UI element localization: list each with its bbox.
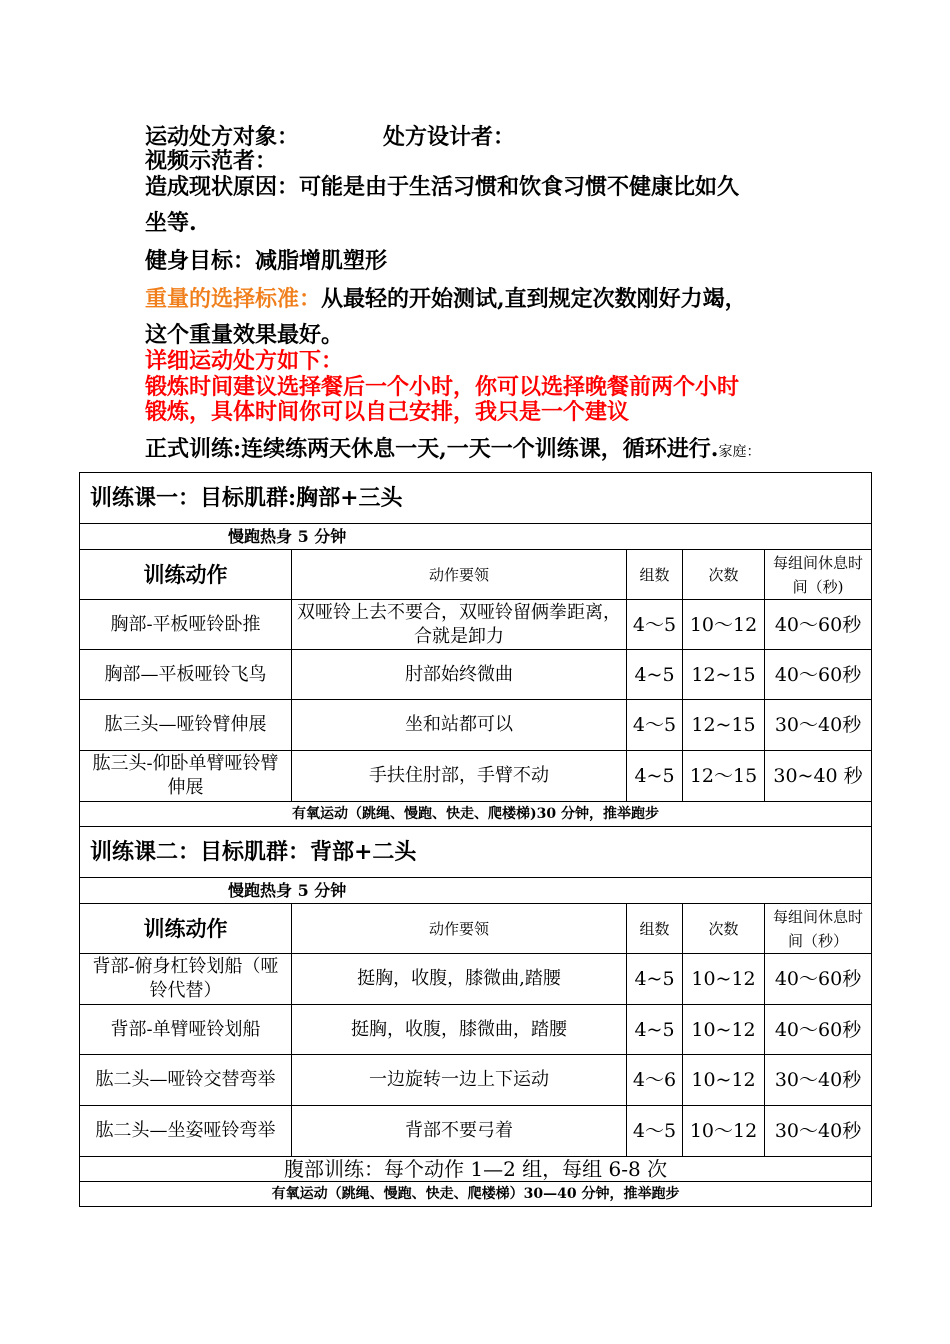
header-rest: 每组间休息时间（秒） [765, 904, 872, 954]
exercise-rest: 30~40 秒 [765, 751, 872, 802]
lesson1-title: 训练课一：目标肌群:胸部+三头 [80, 473, 872, 524]
exercise-sets: 4～6 [627, 1055, 683, 1106]
exercise-rest: 30～40秒 [765, 1106, 872, 1157]
exercise-name: 肱三头—哑铃臂伸展 [80, 700, 292, 751]
exercise-reps: 12～15 [683, 751, 765, 802]
exercise-rest: 40～60秒 [765, 650, 872, 700]
exercise-rest: 40～60秒 [765, 954, 872, 1005]
abdominal-training: 腹部训练：每个动作 1—2 组，每组 6-8 次 [80, 1157, 872, 1182]
exercise-sets: 4～5 [627, 1106, 683, 1157]
table-row [80, 1106, 872, 1157]
exercise-sets: 4~5 [627, 1005, 683, 1055]
exercise-technique: 背部不要弓着 [292, 1106, 627, 1157]
time-line-2: 锻炼，具体时间你可以自己安排，我只是一个建议 [145, 399, 630, 425]
cause-line-2: 坐等. [145, 210, 197, 236]
exercise-sets: 4～5 [627, 700, 683, 751]
video-label: 视频示范者： [145, 148, 278, 174]
table-row [80, 650, 872, 700]
exercise-sets: 4~5 [627, 650, 683, 700]
table-row [80, 751, 872, 802]
table-row [80, 700, 872, 751]
lesson2-header-row [80, 904, 872, 954]
lesson1-header-row [80, 550, 872, 600]
header-exercise: 训练动作 [80, 550, 292, 600]
abdominal-row [80, 1157, 872, 1182]
exercise-reps: 12~15 [683, 650, 765, 700]
exercise-technique: 坐和站都可以 [292, 700, 627, 751]
exercise-sets: 4~5 [627, 751, 683, 802]
lesson2-aerobic-row [80, 1182, 872, 1207]
exercise-technique: 挺胸，收腹，膝微曲,踏腰 [292, 954, 627, 1005]
weight-text: 从最轻的开始测试,直到规定次数刚好力竭， [321, 286, 747, 312]
header-technique: 动作要领 [292, 550, 627, 600]
exercise-name: 背部-单臂哑铃划船 [80, 1005, 292, 1055]
exercise-name: 胸部—平板哑铃飞鸟 [80, 650, 292, 700]
header-reps: 次数 [683, 550, 765, 600]
table-row [80, 954, 872, 1005]
weight-criteria [145, 286, 747, 312]
exercise-reps: 10～12 [683, 1106, 765, 1157]
exercise-name: 肱三头-仰卧单臂哑铃臂伸展 [80, 751, 292, 802]
time-line-1: 锻炼时间建议选择餐后一个小时，你可以选择晚餐前两个小时 [145, 374, 740, 400]
lesson1-aerobic: 有氧运动（跳绳、慢跑、快走、爬楼梯)30 分钟，推举跑步 [80, 802, 872, 827]
exercise-name: 胸部-平板哑铃卧推 [80, 600, 292, 650]
header-reps: 次数 [683, 904, 765, 954]
exercise-reps: 12~15 [683, 700, 765, 751]
lesson2-aerobic: 有氧运动（跳绳、慢跑、快走、爬楼梯）30—40 分钟，推举跑步 [80, 1182, 872, 1207]
exercise-technique: 挺胸，收腹，膝微曲，踏腰 [292, 1005, 627, 1055]
header-technique: 动作要领 [292, 904, 627, 954]
exercise-name: 肱二头—坐姿哑铃弯举 [80, 1106, 292, 1157]
lesson1-warmup-row [80, 524, 872, 550]
exercise-technique: 肘部始终微曲 [292, 650, 627, 700]
training-table [79, 472, 872, 1207]
home-label: 家庭： [718, 444, 761, 460]
cause-line-1: 造成现状原因：可能是由于生活习惯和饮食习惯不健康比如久 [145, 174, 740, 200]
table-row [80, 1055, 872, 1106]
lesson2-warmup-row [80, 878, 872, 904]
exercise-reps: 10～12 [683, 600, 765, 650]
weight-line-2: 这个重量效果最好。 [145, 322, 344, 348]
exercise-technique: 一边旋转一边上下运动 [292, 1055, 627, 1106]
exercise-technique: 手扶住肘部，手臂不动 [292, 751, 627, 802]
formal-training [145, 436, 760, 465]
fitness-goal: 健身目标：减脂增肌塑形 [145, 248, 388, 274]
lesson1-warmup: 慢跑热身 5 分钟 [80, 524, 872, 550]
exercise-name: 背部-俯身杠铃划船（哑铃代替） [80, 954, 292, 1005]
exercise-reps: 10~12 [683, 954, 765, 1005]
table-row [80, 1005, 872, 1055]
exercise-name: 肱二头—哑铃交替弯举 [80, 1055, 292, 1106]
exercise-rest: 40～60秒 [765, 1005, 872, 1055]
lesson2-warmup: 慢跑热身 5 分钟 [80, 878, 872, 904]
table-row [80, 600, 872, 650]
exercise-rest: 30～40秒 [765, 1055, 872, 1106]
exercise-rest: 40～60秒 [765, 600, 872, 650]
designer-label: 处方设计者： [383, 124, 516, 150]
detail-title: 详细运动处方如下： [145, 348, 344, 374]
exercise-reps: 10~12 [683, 1005, 765, 1055]
formal-text: 正式训练:连续练两天休息一天,一天一个训练课，循环进行. [145, 436, 719, 462]
lesson1-aerobic-row [80, 802, 872, 827]
header-exercise: 训练动作 [80, 904, 292, 954]
lesson2-title: 训练课二：目标肌群：背部+二头 [80, 827, 872, 878]
weight-label: 重量的选择标准： [145, 286, 322, 312]
exercise-technique: 双哑铃上去不要合，双哑铃留俩拳距离，合就是卸力 [292, 600, 627, 650]
exercise-sets: 4~5 [627, 954, 683, 1005]
lesson1-title-row [80, 473, 872, 524]
header-sets: 组数 [627, 904, 683, 954]
header-rest: 每组间休息时间（秒) [765, 550, 872, 600]
exercise-sets: 4～5 [627, 600, 683, 650]
lesson2-title-row [80, 827, 872, 878]
header-sets: 组数 [627, 550, 683, 600]
exercise-rest: 30～40秒 [765, 700, 872, 751]
target-label: 运动处方对象： [145, 124, 300, 150]
exercise-reps: 10~12 [683, 1055, 765, 1106]
